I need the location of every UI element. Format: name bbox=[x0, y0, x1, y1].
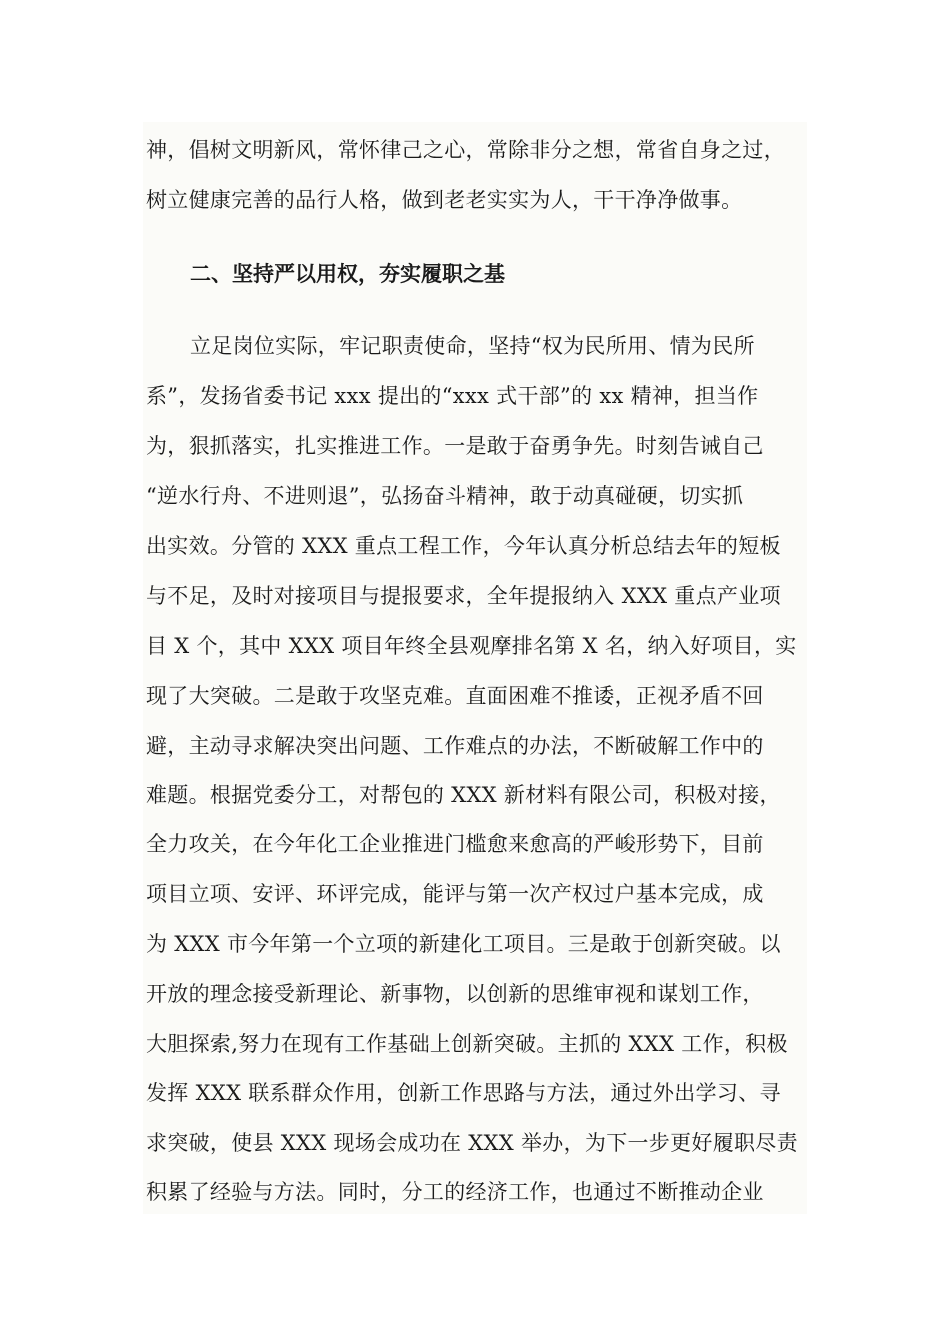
text-line: 开放的理念接受新理论、新事物，以创新的思维审视和谋划工作， bbox=[146, 982, 764, 1006]
text-line: 积累了经验与方法。同时，分工的经济工作，也通过不断推动企业 bbox=[146, 1180, 764, 1204]
text-line: “逆水行舟、不进则退”，弘扬奋斗精神，敢于动真碰硬，切实抓 bbox=[146, 484, 744, 508]
text-line: 出实效。分管的 XXX 重点工程工作，今年认真分析总结去年的短板 bbox=[146, 534, 781, 558]
text-line: 求突破，使县 XXX 现场会成功在 XXX 举办，为下一步更好履职尽责 bbox=[146, 1131, 798, 1155]
text-line: 目 X 个，其中 XXX 项目年终全县观摩排名第 X 名，纳入好项目，实 bbox=[146, 634, 797, 658]
section-heading: 二、坚持严以用权，夯实履职之基 bbox=[190, 262, 505, 286]
text-line: 避，主动寻求解决突出问题、工作难点的办法，不断破解工作中的 bbox=[146, 734, 764, 758]
text-line: 为 XXX 市今年第一个立项的新建化工项目。三是敢于创新突破。以 bbox=[146, 932, 781, 956]
text-line: 立足岗位实际，牢记职责使命，坚持“权为民所用、情为民所 bbox=[190, 334, 755, 358]
text-line: 项目立项、安评、环评完成，能评与第一次产权过户基本完成，成 bbox=[146, 882, 764, 906]
text-line: 与不足，及时对接项目与提报要求，全年提报纳入 XXX 重点产业项 bbox=[146, 584, 781, 608]
text-line: 大胆探索,努力在现有工作基础上创新突破。主抓的 XXX 工作，积极 bbox=[146, 1032, 788, 1056]
text-line: 树立健康完善的品行人格，做到老老实实为人，干干净净做事。 bbox=[146, 188, 743, 212]
text-line: 全力攻关，在今年化工企业推进门槛愈来愈高的严峻形势下，目前 bbox=[146, 832, 764, 856]
text-line: 为，狠抓落实，扎实推进工作。一是敢于奋勇争先。时刻告诫自己 bbox=[146, 434, 764, 458]
text-line: 发挥 XXX 联系群众作用，创新工作思路与方法，通过外出学习、寻 bbox=[146, 1081, 781, 1105]
text-line: 难题。根据党委分工，对帮包的 XXX 新材料有限公司，积极对接， bbox=[146, 783, 781, 807]
text-line: 系”，发扬省委书记 xxx 提出的“xxx 式干部”的 xx 精神，担当作 bbox=[146, 384, 759, 408]
text-line: 现了大突破。二是敢于攻坚克难。直面困难不推诿，正视矛盾不回 bbox=[146, 684, 764, 708]
text-line: 神，倡树文明新风，常怀律己之心，常除非分之想，常省自身之过， bbox=[146, 138, 785, 162]
